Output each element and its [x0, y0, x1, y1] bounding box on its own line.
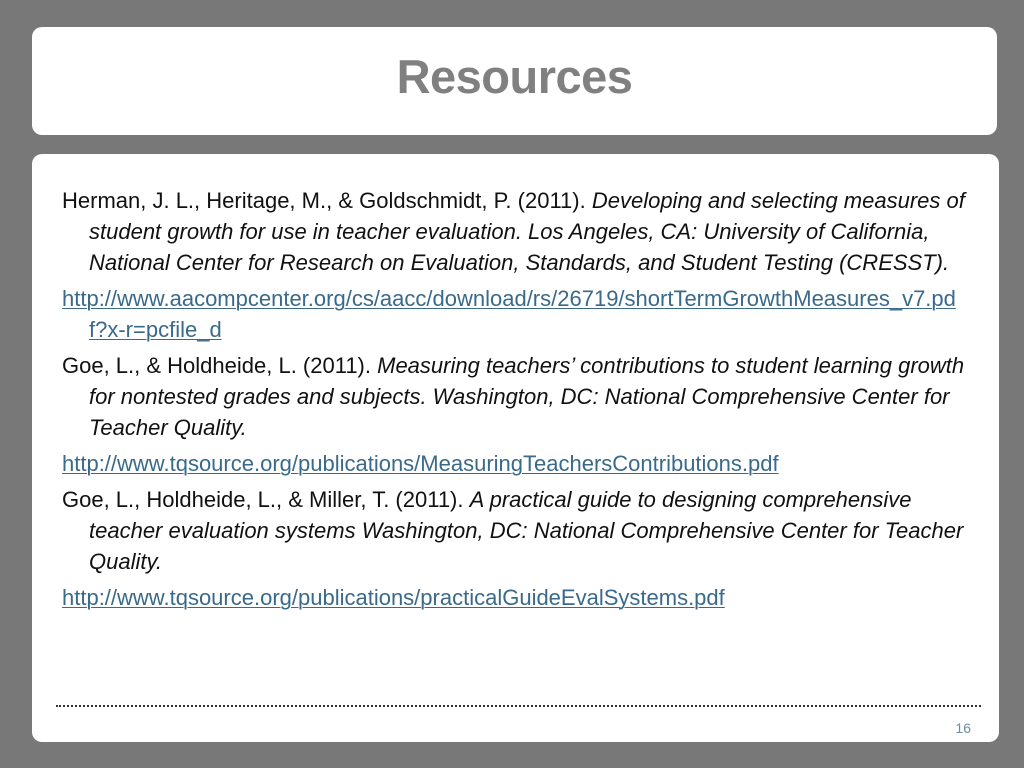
reference-link[interactable]: http://www.tqsource.org/publications/practicalGuideEvalSystems.pdf [62, 585, 725, 610]
reference-item [62, 350, 967, 443]
content-panel [32, 154, 999, 742]
reference-item [62, 484, 967, 577]
reference-work-title: A practical guide to designing comprehensive teacher evaluation systems Washington, DC: National Comprehensive Center for Teacher Quality. [89, 487, 964, 574]
reference-authors: Goe, L., Holdheide, L., & Miller, T. (2011). [62, 487, 470, 512]
reference-authors: Herman, J. L., Heritage, M., & Goldschmidt, P. (2011). [62, 188, 592, 213]
reference-link-item [62, 582, 967, 613]
title-panel [32, 27, 997, 135]
slide-title: Resources [396, 49, 633, 103]
reference-list [62, 185, 967, 618]
reference-link-item [62, 448, 967, 479]
reference-work-title: Developing and selecting measures of student growth for use in teacher evaluation. Los Angeles, CA: University of California, National Center for Research on Evaluation, Standards, and Student Testing (CRESST). [89, 188, 965, 275]
reference-link[interactable]: http://www.tqsource.org/publications/MeasuringTeachersContributions.pdf [62, 451, 779, 476]
reference-item [62, 185, 967, 278]
reference-work-title: Measuring teachers’ contributions to student learning growth for nontested grades and subjects. Washington, DC: National Comprehensive Center for Teacher Quality. [89, 353, 965, 440]
reference-link-item [62, 283, 967, 345]
footer-divider [56, 705, 981, 707]
reference-link[interactable]: http://www.aacompcenter.org/cs/aacc/download/rs/26719/shortTermGrowthMeasures_v7.pdf?x-r=pcfile_d [62, 286, 956, 342]
reference-authors: Goe, L., & Holdheide, L. (2011). [62, 353, 378, 378]
page-number: 16 [955, 720, 971, 736]
